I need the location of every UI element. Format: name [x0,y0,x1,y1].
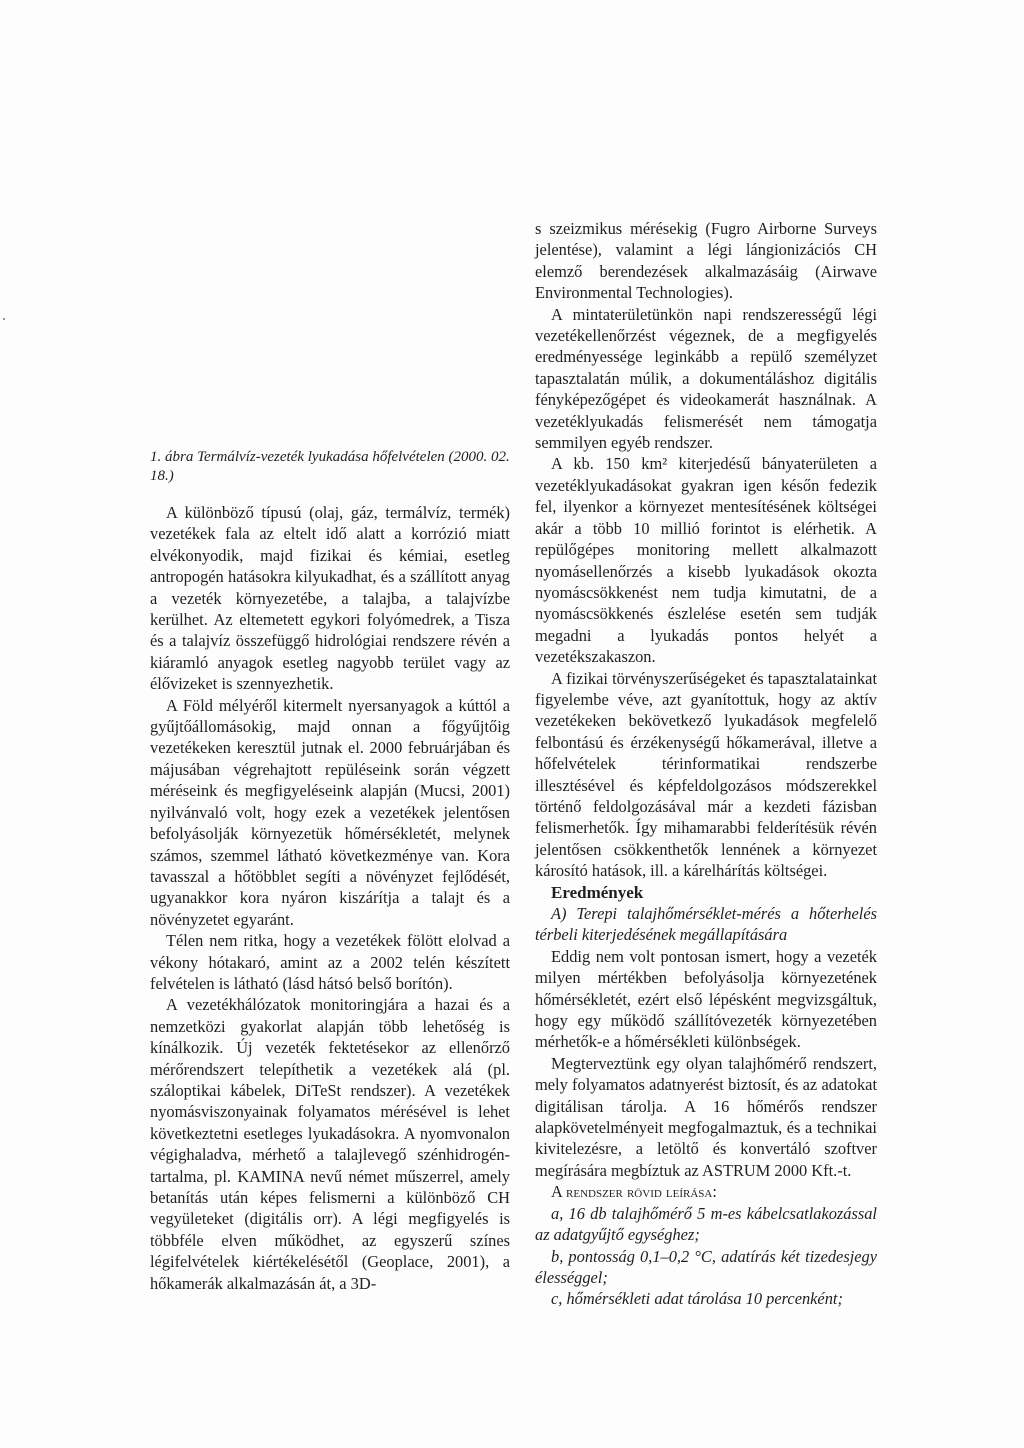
paragraph: A mintaterületünkön napi rendszerességű légi vezetékellenőrzést végeznek, de a megfigyelés eredményessége leginkább a repülő személyzet tapasztalatán múlik, a dokumentáláshoz digitális fényképezőgépet és videokamerát használnak. A vezetéklyukadás felismerését nem támogatja semmilyen egyéb rendszer. [535,304,877,453]
paragraph: Eddig nem volt pontosan ismert, hogy a vezeték milyen mértékben befolyásolja környezetének hőmérsékletét, ezért első lépésként megvizsgáltuk, hogy egy működő szállítóvezeték környezetében mérhetők-e a hőmérsékleti különbségek. [535,946,877,1052]
figure-placeholder [150,215,510,445]
left-column [150,502,510,1294]
figure-caption: 1. ábra Termálvíz-vezeték lyukadása hőfelvételen (2000. 02. 18.) [150,449,510,484]
paragraph: s szeizmikus mérésekig (Fugro Airborne Surveys jelentése), valamint a légi lángionizációs CH elemző berendezések alkalmazásáig (Airwave Environmental Technologies). [535,219,877,303]
paragraph: A különböző típusú (olaj, gáz, termálvíz, termék) vezetékek fala az eltelt idő alatt a korrózió miatt elvékonyodik, majd fizikai és kémiai, esetleg antropogén hatásokra kilyukadhat, és a szállított anyag a vezeték környezetébe, a talajba, a talajvízbe kerülhet. Az eltemetett egykori folyómedrek, a Tisza és a talajvíz összefüggő hidrológiai rendszere révén a kiáramló anyagok esetleg nagyobb terület vagy az élővizeket is szennyezhetik. [150,503,510,694]
list-item: c, hőmérsékleti adat tárolása 10 percenként; [551,1289,843,1309]
paragraph: Megterveztünk egy olyan talajhőmérő rendszert, mely folyamatos adatnyerést biztosít, és az adatokat digitálisan tárolja. A 16 hőmérős rendszer alapkövetelményeit megfogalmaztuk, és a technikai kivitelezésre, a letöltő és konvertáló szoftver megírására megbíztuk az ASTRUM 2000 Kft.-t. [535,1053,877,1180]
paragraph: A kb. 150 km² kiterjedésű bányaterületen a vezetéklyukadásokat gyakran igen későn fedezik fel, ilyenkor a környezet mentesítésének költségei akár a több 10 millió forintot is elérhetik. A repülőgépes monitoring mellett alkalmazott nyomásellenőrzés a kisebb lyukadások okozta nyomáscsökkenést nem tudja kimutatni, de a nyomáscsökkenés észlelése esetén sem tudják megadni a lyukadás pontos helyét a vezetékszakaszon. [535,454,877,667]
subsection-heading: A) Terepi talajhőmérséklet-mérés a hőterhelés térbeli kiterjedésének megállapítására [535,904,877,945]
paragraph: A fizikai törvényszerűségeket és tapasztalatainkat figyelembe véve, azt gyanítottuk, hogy az aktív vezetékeken bekövetkező lyukadások megfelelő felbontású és érzékenységű hőkamerával, illetve a hőfelvételek térinformatikai rendszerbe illesztésével és képfeldolgozásos módszerekkel történő feldolgozásával már a kezdeti fázisban felismerhetők. Így mihamarabbi felderítésük révén jelentősen csökkenthetők lennének a környezet károsító hatások, ill. a kárelhárítás költségei. [535,668,877,881]
right-column [535,218,877,1310]
list-item: a, 16 db talajhőmérő 5 m-es kábelcsatlakozással az adatgyűjtő egységhez; [535,1203,877,1245]
paragraph: A vezetékhálózatok monitoringjára a hazai és a nemzetközi gyakorlat alapján több lehetőség is kínálkozik. Új vezeték fektetésekor az ellenőrző mérőrendszert telepíthetik a vezetékek alá (pl. száloptikai kábelek, DiTeSt rendszer). A vezetékek nyomásviszonyainak folyamatos mérésével is lehet következtetni esetleges lyukadásokra. A nyomvonalon végighaladva, mérhető a talajlevegő szénhidrogén-tartalma, pl. KAMINA nevű német műszerrel, amely betanítás után képes felismerni a különböző CH vegyületeket (digitális orr). A légi megfigyelés is többféle elven működhet, az egyszerű színes légifelvételek kiértékelésétől (Geoplace, 2001), a hőkamerák alkalmazásán át, a 3D- [150,995,510,1293]
paragraph: A Föld mélyéről kitermelt nyersanyagok a kúttól a gyűjtőállomásokig, majd onnan a főgyűjtőig vezetékeken keresztül jutnak el. 2000 februárjában és májusában végrehajtott repüléseink során végzett méréseink és megfigyeléseink alapján (Mucsi, 2001) nyilvánvaló volt, hogy ezek a vezetékek jelentősen befolyásolják környezetük hőmérsékletét, melynek számos, szemmel látható következménye van. Kora tavasszal a hőtöbblet segíti a növényzet fejlődését, ugyanakkor kora nyáron kiszárítja a talajt és a növényzetet egyaránt. [150,695,510,929]
list-item: b, pontosság 0,1–0,2 °C, adatírás két tizedesjegy élességgel; [535,1246,877,1287]
section-heading: Eredmények [551,882,644,902]
scan-speck [3,318,5,320]
paragraph: Télen nem ritka, hogy a vezetékek fölött elolvad a vékony hótakaró, amint az a 2002 telén készített felvételen is látható (lásd hátsó belső borítón). [150,931,510,993]
system-description-label: A rendszer rövid leírása: [551,1182,717,1202]
